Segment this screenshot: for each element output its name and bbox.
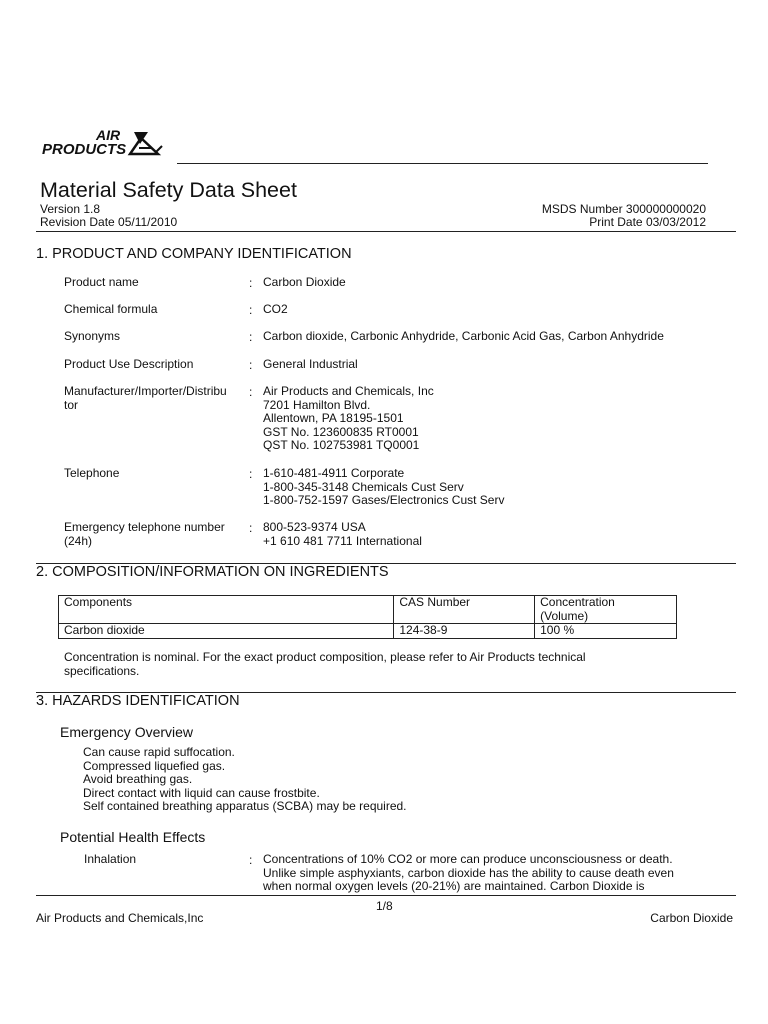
telephone-numbers: 1-610-481-4911 Corporate 1-800-345-3148 Chemicals Cust Serv 1-800-752-1597 Gases/Electronics Cust Serv [263,466,505,507]
revision-date: Revision Date 05/11/2010 [40,215,178,229]
components-table [58,595,677,639]
footer-product: Carbon Dioxide [650,911,733,925]
colon: : [249,467,253,481]
title-rule [36,231,736,232]
manufacturer-address: Air Products and Chemicals, Inc 7201 Hamilton Blvd. Allentown, PA 18195-1501 GST No. 123600835 RT0001 QST No. 102753981 TQ0001 [263,384,434,452]
field-label: Chemical formula [64,302,158,316]
emergency-overview-list [83,746,407,814]
section-1-heading: 1. PRODUCT AND COMPANY IDENTIFICATION [36,246,352,262]
table-cell: 100 % [535,624,677,639]
inhalation-label: Inhalation [84,852,137,866]
colon: : [249,276,253,290]
list-item: Self contained breathing apparatus (SCBA) may be required. [83,799,407,814]
table-cell: 124-38-9 [394,624,535,639]
concentration-note: Concentration is nominal. For the exact product composition, please refer to Air Products technical specifications. [64,650,586,678]
section-2-heading: 2. COMPOSITION/INFORMATION ON INGREDIENTS [36,564,389,580]
msds-number: MSDS Number 300000000020 [541,202,706,216]
field-label: Product Use Description [64,357,194,371]
air-products-logo [40,124,170,158]
field-label: Emergency telephone number (24h) [64,520,225,548]
table-header: Components [59,596,394,624]
header-rule [177,163,708,164]
field-label: Product name [64,275,139,289]
section-3-heading: 3. HAZARDS IDENTIFICATION [36,693,240,709]
svg-text:AIR: AIR [96,127,121,143]
table-header: Concentration (Volume) [535,596,677,624]
field-value: Carbon Dioxide [263,275,346,289]
colon: : [249,521,253,535]
colon: : [249,853,253,867]
colon: : [249,358,253,372]
print-date: Print Date 03/03/2012 [589,215,706,229]
field-value: General Industrial [263,357,358,371]
inhalation-text: Concentrations of 10% CO2 or more can produce unconsciousness or death. Unlike simple asphyxiants, carbon dioxide has the ability to cause death even when normal oxygen levels (20-21%) are maintained. Carbon Dioxide is [263,852,674,893]
table-header-row [59,596,677,624]
field-value: CO2 [263,302,288,316]
field-value: Carbon dioxide, Carbonic Anhydride, Carbonic Acid Gas, Carbon Anhydride [263,329,664,343]
colon: : [249,385,253,399]
document-title: Material Safety Data Sheet [40,178,297,202]
page-number: 1/8 [376,899,393,913]
table-cell: Carbon dioxide [59,624,394,639]
list-item: Can cause rapid suffocation. [83,745,235,759]
list-item: Compressed liquefied gas. [83,758,226,773]
footer-rule [36,895,736,896]
list-item: Direct contact with liquid can cause frostbite. [83,785,320,800]
field-label: Synonyms [64,329,121,343]
field-label: Manufacturer/Importer/Distribu tor [64,384,227,412]
field-label: Telephone [64,466,120,480]
health-effects-heading: Potential Health Effects [60,829,206,845]
svg-text:PRODUCTS: PRODUCTS [42,141,127,158]
emergency-overview-heading: Emergency Overview [60,724,194,740]
version: Version 1.8 [40,202,101,216]
colon: : [249,330,253,344]
colon: : [249,303,253,317]
list-item: Avoid breathing gas. [83,772,193,787]
table-row [59,624,677,639]
table-header: CAS Number [394,596,535,624]
footer-company: Air Products and Chemicals,Inc [36,911,204,925]
emergency-numbers: 800-523-9374 USA +1 610 481 7711 International [263,520,422,548]
